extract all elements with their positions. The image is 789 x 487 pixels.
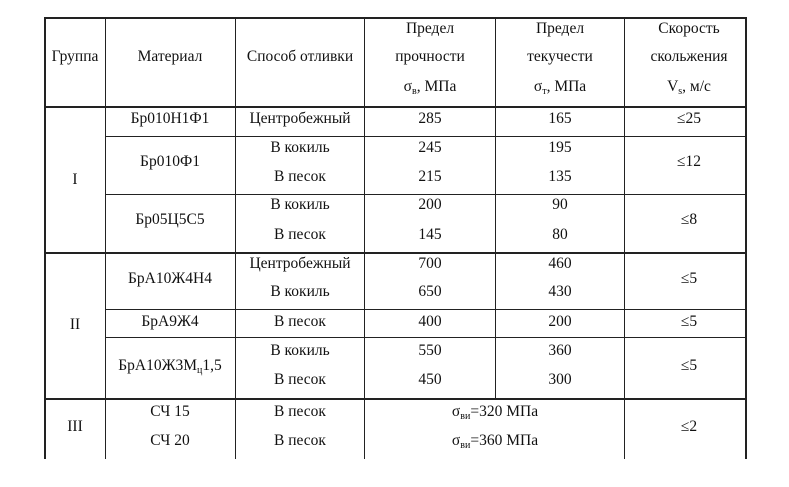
yield-cell: 200 [548, 313, 572, 330]
strength-cell: 650 [418, 283, 442, 300]
material-cell: $БрА10Ж3М_ц1,5$ [118, 357, 222, 376]
column-border [235, 17, 236, 459]
header-speed-line1: Скорость [658, 20, 720, 37]
yield-cell: 135 [548, 168, 572, 185]
column-border [745, 17, 747, 459]
cast-iron-strength: $\sigma_{ви}=320$ МПа [451, 403, 539, 422]
material-cell: БрА10Ж4Н4 [128, 270, 212, 287]
yield-cell: 430 [548, 283, 572, 300]
material-cell: СЧ 15 [150, 403, 190, 420]
header-strength-line1: Предел [405, 20, 455, 37]
group-label: II [69, 316, 81, 333]
casting-cell: В песок [274, 371, 326, 388]
strength-cell: 285 [418, 110, 442, 127]
material-cell: Бр010Н1Ф1 [130, 110, 210, 127]
speed-cell: ≤2 [680, 418, 698, 435]
material-cell: СЧ 20 [150, 432, 190, 449]
yield-cell: 80 [552, 226, 568, 243]
casting-cell: В песок [274, 403, 326, 420]
row-separator [105, 309, 746, 310]
strength-cell: 145 [418, 226, 442, 243]
casting-cell: В кокиль [270, 342, 330, 359]
material-cell: БрА9Ж4 [141, 313, 199, 330]
row-separator [105, 194, 746, 195]
casting-cell: В песок [274, 168, 326, 185]
column-border [624, 17, 625, 459]
header-group: Группа [51, 48, 99, 65]
yield-cell: 165 [548, 110, 572, 127]
header-yield-line2: текучести [527, 48, 593, 65]
header-strength-line2: прочности [395, 48, 465, 65]
header-yield-line1: Предел [535, 20, 585, 37]
header-speed-line2: скольжения [650, 48, 728, 65]
table-border-top [44, 17, 746, 19]
yield-cell: 360 [548, 342, 572, 359]
yield-cell: 90 [552, 196, 568, 213]
strength-cell: 550 [418, 342, 442, 359]
strength-cell: 700 [418, 255, 442, 272]
speed-cell: ≤5 [680, 313, 698, 330]
yield-cell: 300 [548, 371, 572, 388]
material-cell: Бр010Ф1 [140, 153, 200, 170]
row-separator [105, 337, 746, 338]
strength-cell: 400 [418, 313, 442, 330]
strength-cell: 245 [418, 139, 442, 156]
casting-cell: В кокиль [270, 283, 330, 300]
header-separator [44, 106, 746, 108]
header-material: Материал [137, 48, 203, 65]
cast-iron-strength: $\sigma_{ви}=360$ МПа [451, 432, 539, 451]
speed-cell: ≤8 [680, 211, 698, 228]
header-speed-line3: $V_s$, м/с [667, 78, 711, 97]
column-border [364, 17, 365, 459]
casting-cell: Центробежный [249, 255, 351, 272]
casting-cell: В кокиль [270, 196, 330, 213]
speed-cell: ≤25 [676, 110, 702, 127]
strength-cell: 450 [418, 371, 442, 388]
header-strength-line3: $\sigma_в$, МПа [403, 78, 457, 97]
material-cell: Бр05Ц5С5 [135, 211, 205, 228]
group-label: III [67, 418, 83, 435]
speed-cell: ≤5 [680, 270, 698, 287]
column-border [495, 17, 496, 399]
strength-cell: 200 [418, 196, 442, 213]
casting-cell: В песок [274, 432, 326, 449]
yield-cell: 195 [548, 139, 572, 156]
casting-cell: В кокиль [270, 139, 330, 156]
group-separator [44, 398, 746, 400]
yield-cell: 460 [548, 255, 572, 272]
column-border [105, 17, 106, 459]
group-label: I [72, 171, 78, 188]
header-casting: Способ отливки [246, 48, 354, 65]
casting-cell: В песок [274, 313, 326, 330]
group-separator [44, 252, 746, 254]
casting-cell: В песок [274, 226, 326, 243]
strength-cell: 215 [418, 168, 442, 185]
speed-cell: ≤5 [680, 357, 698, 374]
header-yield-line3: $\sigma_т$, МПа [533, 78, 587, 97]
column-border [44, 17, 46, 459]
speed-cell: ≤12 [676, 153, 702, 170]
casting-cell: Центробежный [249, 110, 351, 127]
row-separator [105, 136, 746, 137]
